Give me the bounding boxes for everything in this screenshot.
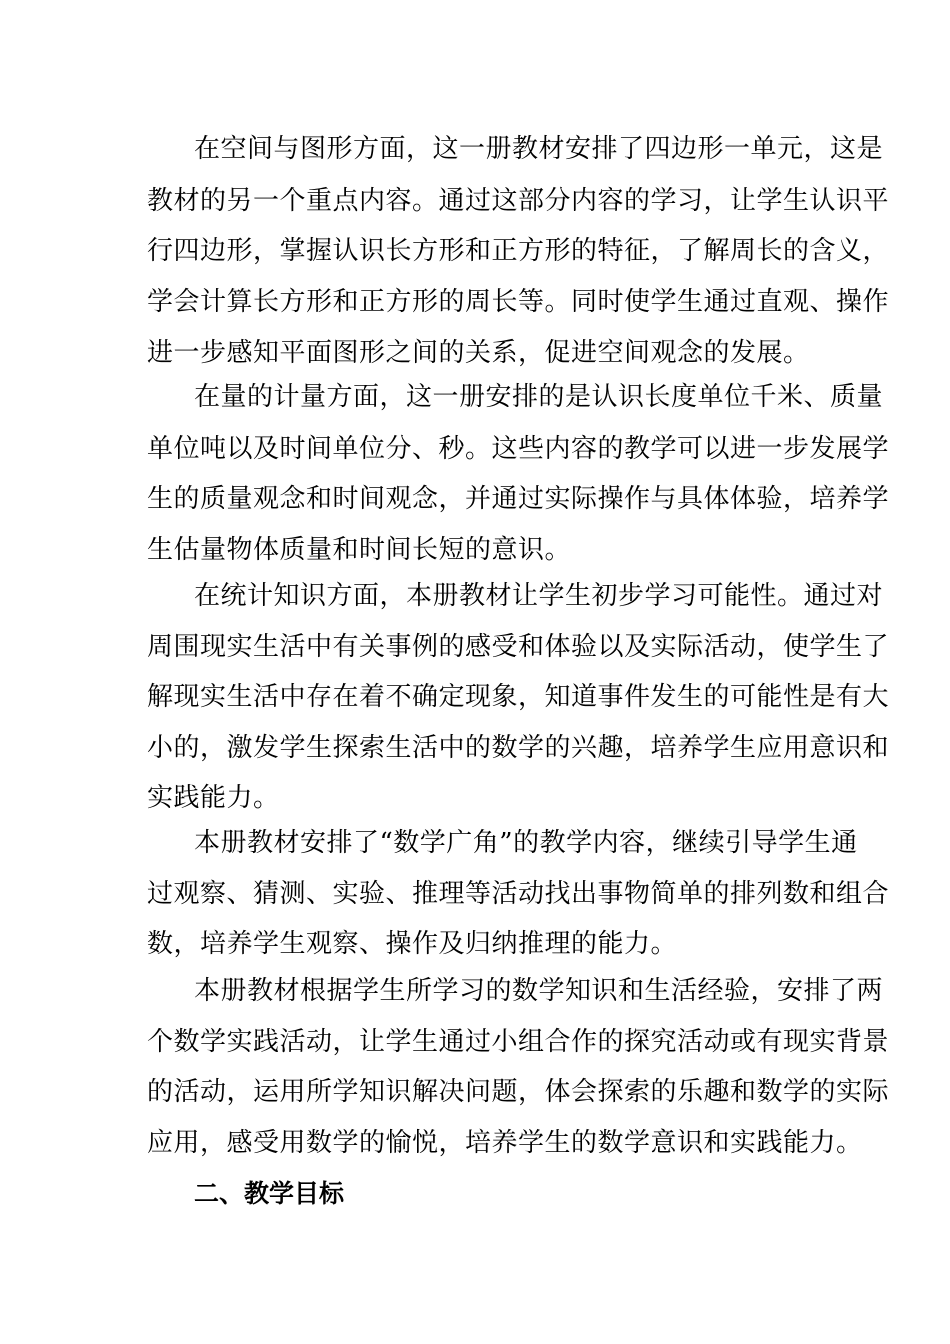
text-line: 进一步感知平面图形之间的关系，促进空间观念的发展。	[147, 338, 810, 368]
text-line: 在统计知识方面，本册教材让学生初步学习可能性。通过对	[194, 581, 884, 611]
text-line: 小的，激发学生探索生活中的数学的兴趣，培养学生应用意识和	[147, 733, 890, 763]
text-line: 生的质量观念和时间观念，并通过实际操作与具体体验，培养学	[147, 484, 890, 514]
text-line: 本册教材根据学生所学习的数学知识和生活经验，安排了两	[194, 976, 884, 1006]
text-line: 学会计算长方形和正方形的周长等。同时使学生通过直观、操作	[147, 287, 890, 317]
text-line: 行四边形，掌握认识长方形和正方形的特征，了解周长的含义，	[147, 236, 890, 266]
text-line: 个数学实践活动，让学生通过小组合作的探究活动或有现实背景	[147, 1027, 890, 1057]
text-line: 过观察、猜测、实验、推理等活动找出事物简单的排列数和组合	[147, 879, 890, 909]
text-line: 应用，感受用数学的愉悦，培养学生的数学意识和实践能力。	[147, 1128, 863, 1158]
text-line: 实践能力。	[147, 783, 280, 813]
text-line: 本册教材安排了“数学广角”的教学内容，继续引导学生通	[194, 828, 858, 858]
section-heading: 二、教学目标	[194, 1179, 345, 1208]
text-line: 的活动，运用所学知识解决问题，体会探索的乐趣和数学的实际	[147, 1077, 890, 1107]
text-line: 在量的计量方面，这一册安排的是认识长度单位千米、质量	[194, 382, 884, 412]
text-line: 解现实生活中存在着不确定现象，知道事件发生的可能性是有大	[147, 682, 890, 712]
text-line: 生估量物体质量和时间长短的意识。	[147, 535, 572, 565]
text-line: 单位吨以及时间单位分、秒。这些内容的教学可以进一步发展学	[147, 434, 890, 464]
text-line: 数，培养学生观察、操作及归纳推理的能力。	[147, 929, 678, 959]
text-line: 教材的另一个重点内容。通过这部分内容的学习，让学生认识平	[147, 186, 890, 216]
text-line: 在空间与图形方面，这一册教材安排了四边形一单元，这是	[194, 134, 884, 164]
text-line: 周围现实生活中有关事例的感受和体验以及实际活动，使学生了	[147, 632, 890, 662]
